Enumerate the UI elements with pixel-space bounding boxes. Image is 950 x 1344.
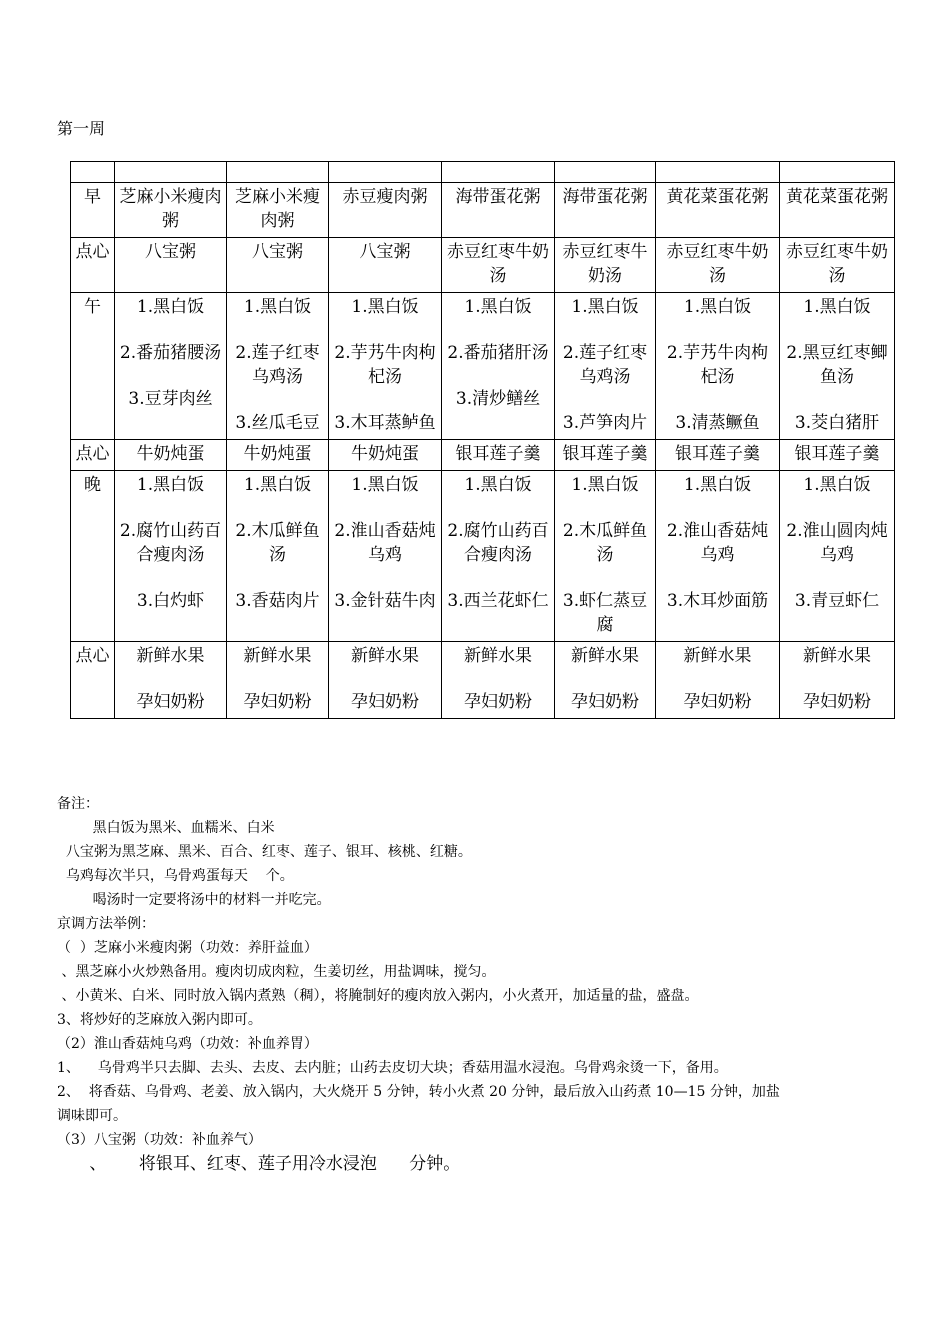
menu-item: 1.黑白饭 [464, 475, 532, 495]
note-line: 1、 乌骨鸡半只去脚、去头、去皮、去内脏；山药去皮切大块；香菇用温水浸泡。乌骨鸡汆烫一下，备用。 [57, 1060, 728, 1076]
header-cell [656, 162, 780, 183]
item-gap [445, 497, 551, 519]
menu-item: 2.腐竹山药百合瘦肉汤 [119, 521, 222, 565]
menu-item: 1.黑白饭 [351, 297, 419, 317]
menu-item: 2.木瓜鲜鱼汤 [235, 521, 320, 565]
item-gap [332, 567, 438, 589]
table-row [71, 471, 895, 642]
menu-cell [115, 642, 227, 719]
header-cell [115, 162, 227, 183]
item-gap [118, 365, 223, 387]
menu-item: 1.黑白饭 [571, 475, 639, 495]
item-gap [783, 668, 891, 690]
menu-item: 孕妇奶粉 [571, 692, 639, 712]
menu-item: 2.芋艿牛肉枸杞汤 [334, 343, 436, 387]
menu-item: 1.黑白饭 [803, 297, 871, 317]
menu-cell: 赤豆瘦肉粥 [329, 183, 442, 238]
item-gap [230, 389, 325, 411]
notes-section [57, 792, 907, 1176]
note-line: （3）八宝粥（功效：补血养气） [57, 1132, 262, 1148]
note-line: 乌鸡每次半只，乌骨鸡蛋每天 个。 [57, 868, 294, 884]
menu-cell: 八宝粥 [227, 238, 329, 293]
menu-item: 1.黑白饭 [683, 475, 752, 495]
menu-cell: 赤豆红枣牛奶汤 [780, 238, 895, 293]
header-cell [555, 162, 656, 183]
note-line: 备注： [57, 796, 99, 812]
menu-cell [780, 642, 895, 719]
menu-item: 1.黑白饭 [243, 297, 312, 317]
menu-item: 2.腐竹山药百合瘦肉汤 [447, 521, 549, 565]
item-gap [783, 497, 891, 519]
menu-cell: 赤豆红枣牛奶汤 [442, 238, 555, 293]
note-line: 京调方法举例： [57, 916, 155, 932]
menu-cell [227, 642, 329, 719]
menu-item: 3.金针菇牛肉 [334, 591, 436, 611]
menu-cell: 海带蛋花粥 [442, 183, 555, 238]
note-line: 3、将炒好的芝麻放入粥内即可。 [57, 1012, 262, 1028]
menu-cell: 赤豆红枣牛奶汤 [555, 238, 656, 293]
menu-cell [780, 293, 895, 440]
item-gap [445, 668, 551, 690]
menu-item: 1.黑白饭 [136, 297, 205, 317]
menu-item: 新鲜水果 [803, 646, 871, 666]
item-gap [445, 365, 551, 387]
item-gap [445, 319, 551, 341]
menu-item: 孕妇奶粉 [351, 692, 419, 712]
item-gap [118, 319, 223, 341]
menu-item: 1.黑白饭 [243, 475, 312, 495]
menu-item: 3.豆芽肉丝 [128, 389, 213, 409]
header-cell [71, 162, 115, 183]
menu-cell: 牛奶炖蛋 [227, 440, 329, 471]
item-gap [332, 497, 438, 519]
menu-item: 孕妇奶粉 [136, 692, 205, 712]
menu-cell [656, 471, 780, 642]
menu-cell: 银耳莲子羹 [555, 440, 656, 471]
item-gap [118, 567, 223, 589]
menu-item: 2.淮山香菇炖乌鸡 [334, 521, 436, 565]
menu-cell: 银耳莲子羹 [780, 440, 895, 471]
header-row [71, 162, 895, 183]
menu-item: 孕妇奶粉 [683, 692, 752, 712]
menu-item: 2.木瓜鲜鱼汤 [562, 521, 648, 565]
item-gap [558, 567, 652, 589]
table-row [71, 642, 895, 719]
menu-cell [656, 293, 780, 440]
meal-label: 午 [71, 293, 115, 440]
item-gap [230, 497, 325, 519]
note-line: 喝汤时一定要将汤中的材料一并吃完。 [57, 892, 331, 908]
item-gap [332, 668, 438, 690]
menu-cell: 赤豆红枣牛奶汤 [656, 238, 780, 293]
menu-item: 1.黑白饭 [351, 475, 419, 495]
item-gap [558, 497, 652, 519]
menu-cell [227, 471, 329, 642]
menu-item: 2.芋艿牛肉枸杞汤 [666, 343, 769, 387]
table-row [71, 183, 895, 238]
menu-cell [329, 471, 442, 642]
header-cell [227, 162, 329, 183]
meal-label: 点心 [71, 238, 115, 293]
menu-cell [442, 293, 555, 440]
item-gap [558, 668, 652, 690]
menu-item: 孕妇奶粉 [803, 692, 871, 712]
item-gap [558, 319, 652, 341]
menu-cell [555, 293, 656, 440]
meal-plan-table [70, 161, 895, 719]
menu-item: 3.白灼虾 [136, 591, 205, 611]
note-line: 黑白饭为黑米、血糯米、白米 [57, 820, 275, 836]
menu-item: 1.黑白饭 [683, 297, 752, 317]
menu-cell: 芝麻小米瘦肉粥 [227, 183, 329, 238]
note-line: 八宝粥为黑芝麻、黑米、百合、红枣、莲子、银耳、核桃、红糖。 [57, 844, 472, 860]
item-gap [783, 319, 891, 341]
menu-item: 新鲜水果 [243, 646, 312, 666]
item-gap [332, 389, 438, 411]
menu-item: 3.虾仁蒸豆腐 [562, 591, 648, 635]
menu-item: 孕妇奶粉 [464, 692, 532, 712]
header-cell [442, 162, 555, 183]
item-gap [230, 567, 325, 589]
meal-label: 晚 [71, 471, 115, 642]
menu-cell [780, 471, 895, 642]
item-gap [659, 668, 776, 690]
item-gap [783, 389, 891, 411]
item-gap [230, 668, 325, 690]
note-line: （ ）芝麻小米瘦肉粥（功效：养肝益血） [57, 940, 318, 956]
menu-cell: 八宝粥 [329, 238, 442, 293]
note-line: 2、 将香菇、乌骨鸡、老姜、放入锅内，大火烧开 5 分钟，转小火煮 20 分钟，最后放入山药煮 10—15 分钟，加盐 [57, 1084, 780, 1100]
item-gap [118, 497, 223, 519]
menu-item: 1.黑白饭 [464, 297, 532, 317]
note-line: 调味即可。 [57, 1108, 127, 1124]
menu-item: 2.淮山香菇炖乌鸡 [666, 521, 769, 565]
item-gap [558, 389, 652, 411]
menu-item: 2.莲子红枣乌鸡汤 [562, 343, 648, 387]
note-line: 、小黄米、白米、同时放入锅内煮熟（稠），将腌制好的瘦肉放入粥内，小火煮开，加适量的盐，盛盘。 [57, 988, 699, 1004]
menu-item: 3.芦笋肉片 [562, 413, 648, 433]
menu-cell [115, 471, 227, 642]
item-gap [230, 319, 325, 341]
menu-item: 3.丝瓜毛豆 [235, 413, 320, 433]
note-line: （2）淮山香菇炖乌鸡（功效：补血养胃） [57, 1036, 318, 1052]
note-line: 、黑芝麻小火炒熟备用。瘦肉切成肉粒，生姜切丝，用盐调味，搅匀。 [57, 964, 496, 980]
item-gap [445, 567, 551, 589]
menu-item: 孕妇奶粉 [243, 692, 312, 712]
item-gap [783, 567, 891, 589]
menu-cell: 海带蛋花粥 [555, 183, 656, 238]
menu-item: 2.黑豆红枣鲫鱼汤 [786, 343, 888, 387]
item-gap [659, 319, 776, 341]
menu-cell: 牛奶炖蛋 [329, 440, 442, 471]
menu-cell: 八宝粥 [115, 238, 227, 293]
meal-label: 早 [71, 183, 115, 238]
menu-item: 1.黑白饭 [803, 475, 871, 495]
menu-cell: 银耳莲子羹 [442, 440, 555, 471]
menu-cell [442, 642, 555, 719]
item-gap [118, 668, 223, 690]
menu-item: 新鲜水果 [464, 646, 532, 666]
item-gap [659, 389, 776, 411]
menu-item: 3.清炒鳝丝 [455, 389, 541, 409]
header-cell [780, 162, 895, 183]
notes-last-line: 、 将银耳、红枣、莲子用冷水浸泡 分钟。 [57, 1154, 461, 1174]
menu-item: 3.西兰花虾仁 [447, 591, 549, 611]
menu-item: 2.番茄猪腰汤 [119, 343, 222, 363]
menu-item: 3.清蒸鳜鱼 [675, 413, 760, 433]
item-gap [332, 319, 438, 341]
menu-cell: 芝麻小米瘦肉粥 [115, 183, 227, 238]
item-gap [659, 497, 776, 519]
menu-item: 3.茭白猪肝 [794, 413, 880, 433]
header-cell [329, 162, 442, 183]
menu-cell [442, 471, 555, 642]
menu-item: 2.淮山圆肉炖乌鸡 [786, 521, 888, 565]
menu-cell [329, 642, 442, 719]
table-row [71, 238, 895, 293]
meal-label: 点心 [71, 440, 115, 471]
menu-cell [555, 642, 656, 719]
menu-item: 3.木耳炒面筋 [666, 591, 769, 611]
menu-item: 新鲜水果 [683, 646, 752, 666]
menu-item: 3.香菇肉片 [235, 591, 320, 611]
page-title: 第一周 [57, 119, 106, 138]
menu-cell: 牛奶炖蛋 [115, 440, 227, 471]
menu-item: 新鲜水果 [571, 646, 639, 666]
menu-item: 3.青豆虾仁 [794, 591, 880, 611]
meal-label: 点心 [71, 642, 115, 719]
menu-cell [115, 293, 227, 440]
table-row [71, 293, 895, 440]
menu-cell: 黄花菜蛋花粥 [656, 183, 780, 238]
menu-item: 2.番茄猪肝汤 [447, 343, 549, 363]
menu-cell: 黄花菜蛋花粥 [780, 183, 895, 238]
menu-item: 新鲜水果 [351, 646, 419, 666]
menu-cell [656, 642, 780, 719]
item-gap [659, 567, 776, 589]
menu-cell: 银耳莲子羹 [656, 440, 780, 471]
menu-cell [555, 471, 656, 642]
menu-cell [227, 293, 329, 440]
menu-item: 新鲜水果 [136, 646, 205, 666]
menu-item: 2.莲子红枣乌鸡汤 [235, 343, 320, 387]
table-row [71, 440, 895, 471]
menu-cell [329, 293, 442, 440]
menu-item: 3.木耳蒸鲈鱼 [334, 413, 436, 433]
menu-item: 1.黑白饭 [136, 475, 205, 495]
menu-item: 1.黑白饭 [571, 297, 639, 317]
